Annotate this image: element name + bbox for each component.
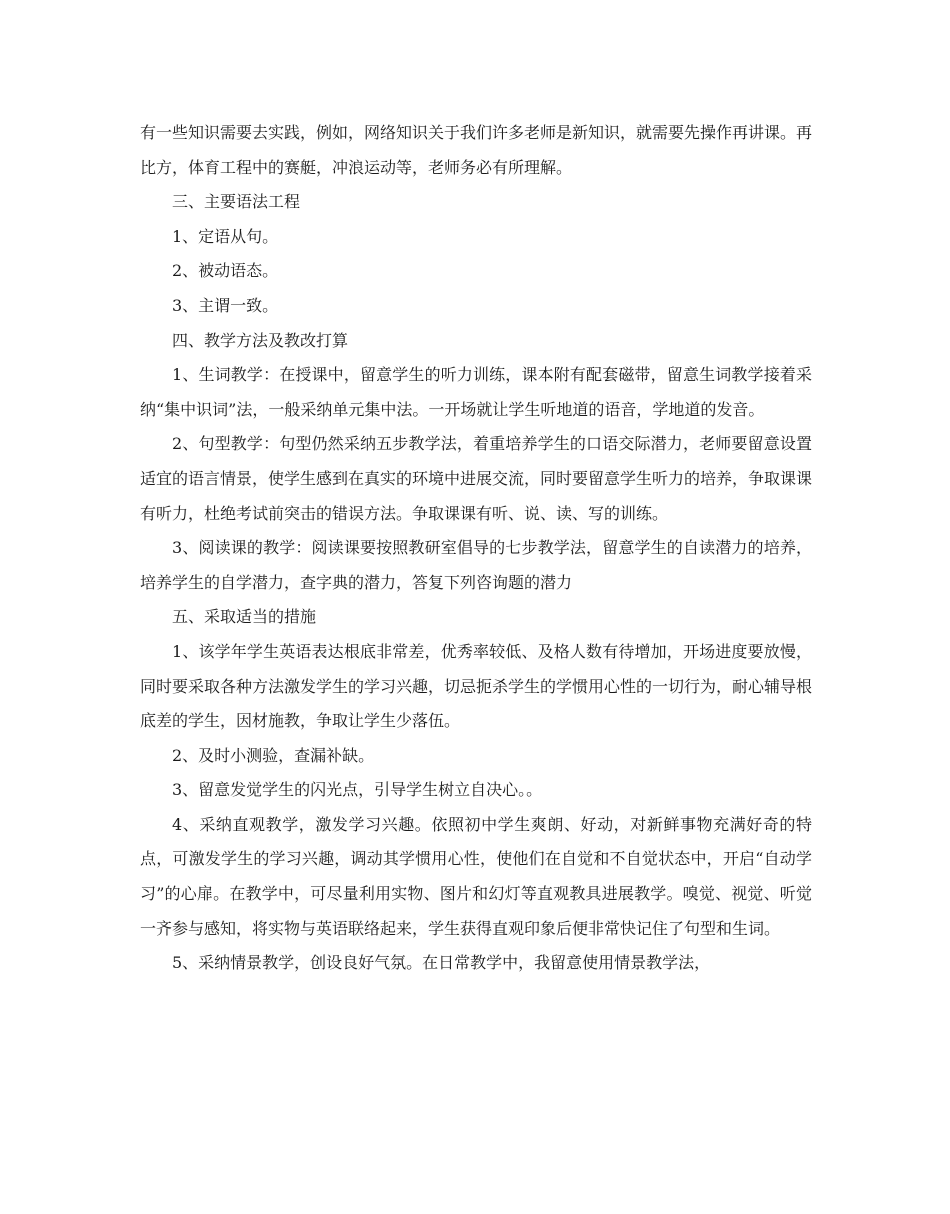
document-body: [140, 116, 812, 981]
paragraph: 1、该学年学生英语表达根底非常差，优秀率较低、及格人数有待增加，开场进度要放慢，同时要采取各种方法激发学生的学习兴趣，切忌扼杀学生的学惯用心性的一切行为，耐心辅导根底差的学生，因材施教，争取让学生少落伍。: [140, 641, 813, 731]
paragraph: 1、生词教学：在授课中，留意学生的听力训练，课本附有配套磁带，留意生词教学接着采纳“集中识词”法，一般采纳单元集中法。一开场就让学生听地道的语音，学地道的发音。: [140, 365, 812, 419]
paragraph: 4、采纳直观教学，激发学习兴趣。依照初中学生爽朗、好动，对新鲜事物充满好奇的特点，可激发学生的学习兴趣，调动其学惯用心性，使他们在自觉和不自觉状态中，开启“自动学习”的心扉。在教学中，可尽量利用实物、图片和幻灯等直观教具进展教学。嗅觉、视觉、听觉一齐参与感知，将实物与英语联络起来，学生获得直观印象后便非常快记住了句型和生词。: [140, 814, 812, 938]
paragraph: 有一些知识需要去实践，例如，网络知识关于我们许多老师是新知识，就需要先操作再讲课。再比方，体育工程中的赛艇，冲浪运动等，老师务必有所理解。: [140, 123, 813, 177]
paragraph: 5、采纳情景教学，创设良好气氛。在日常教学中，我留意使用情景教学法，: [172, 953, 711, 973]
list-item: 1、定语从句。: [172, 226, 279, 246]
list-item: 2、及时小测验，查漏补缺。: [172, 745, 375, 765]
section-heading: 三、主要语法工程: [172, 192, 301, 212]
list-item: 3、留意发觉学生的闪光点，引导学生树立自决心。。: [172, 780, 543, 800]
section-heading: 五、采取适当的措施: [172, 607, 317, 627]
list-item: 2、被动语态。: [172, 261, 279, 281]
section-heading: 四、教学方法及教改打算: [172, 330, 349, 350]
paragraph: 3、阅读课的教学：阅读课要按照教研室倡导的七步教学法，留意学生的自读潜力的培养，培养学生的自学潜力，查字典的潜力，答复下列咨询题的潜力: [140, 538, 812, 592]
list-item: 3、主谓一致。: [172, 295, 279, 315]
paragraph: 2、句型教学：句型仍然采纳五步教学法，着重培养学生的口语交际潜力，老师要留意设置适宜的语言情景，使学生感到在真实的环境中进展交流，同时要留意学生听力的培养，争取课课有听力，杜绝考试前突击的错误方法。争取课课有听、说、读、写的训练。: [140, 434, 813, 523]
